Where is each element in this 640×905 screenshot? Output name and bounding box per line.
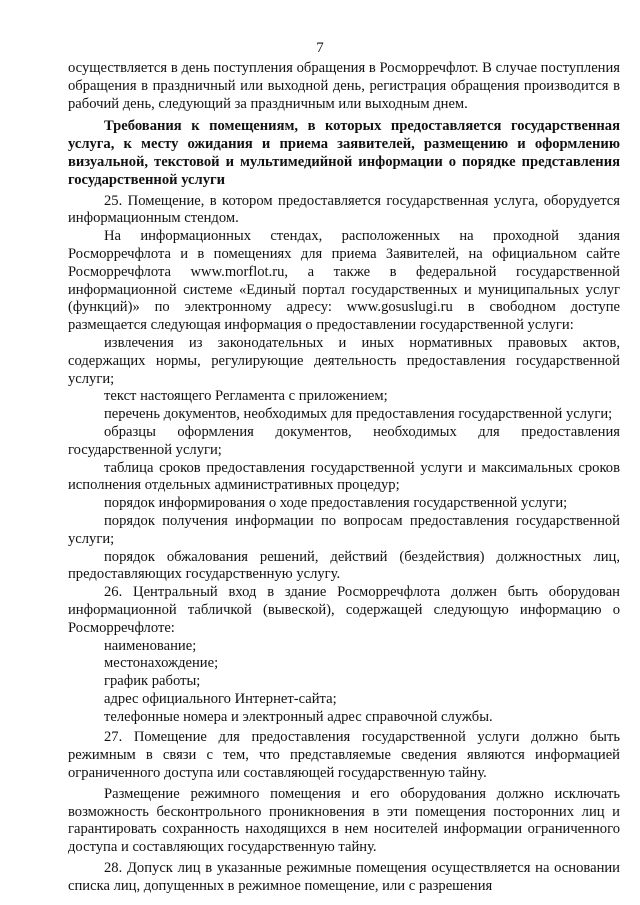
- list-item: порядок информирования о ходе предоставления государственной услуги;: [104, 495, 568, 512]
- list-item: текст настоящего Регламента с приложением;: [104, 388, 388, 405]
- paragraph-continuation: осуществляется в день поступления обращения в Росморречфлот. В случае поступления обращения в праздничный или выходной день, регистрация обращения производится в рабочий день, следующий за праздничным или выходным днем.: [68, 60, 620, 112]
- paragraph-25: 25. Помещение, в котором предоставляется государственная услуга, оборудуется информационным стендом.: [68, 192, 620, 227]
- paragraph-26: 26. Центральный вход в здание Росморречфлота должен быть оборудован информационной табличкой (вывеской), содержащей следующую информацию о Росморречфлоте:: [68, 584, 620, 636]
- list-item: образцы оформления документов, необходимых для предоставления государственной услуги;: [68, 423, 620, 458]
- section-heading: Требования к помещениям, в которых предоставляется государственная услуга, к месту ожидания и приема заявителей, размещению и оформлению визуальной, текстовой и мультимедийной информации о порядке представления государственной услуги: [68, 118, 620, 188]
- list-item: порядок получения информации по вопросам предоставления государственной услуги;: [68, 512, 620, 547]
- paragraph-regime-premises: Размещение режимного помещения и его оборудования должно исключать возможность бесконтрольного проникновения в эти помещения посторонних лиц и гарантировать сохранность находящихся в нем носителей информации ограниченного доступа и составляющих государственную тайну.: [68, 785, 620, 856]
- list-item: порядок обжалования решений, действий (бездействия) должностных лиц, предоставляющих государственную услугу.: [68, 548, 620, 583]
- list-item: перечень документов, необходимых для предоставления государственной услуги;: [104, 406, 613, 423]
- list-item: таблица сроков предоставления государственной услуги и максимальных сроков исполнения отдельных административных процедур;: [68, 459, 620, 494]
- list-item: наименование;: [104, 637, 197, 654]
- paragraph-info-stands: На информационных стендах, расположенных на проходной здания Росморречфлота и в помещениях для приема Заявителей, на официальном сайте Росморречфлота www.morflot.ru, а также в федеральной государственной информационной системе «Единый портал государственных и муниципальных услуг (функций)» по электронному адресу: www.gosuslugi.ru в свободном доступе размещается следующая информация о предоставлении государственной услуги:: [68, 228, 620, 334]
- page-number: 7: [316, 40, 324, 56]
- list-item: местонахождение;: [104, 655, 219, 672]
- list-item: извлечения из законодательных и иных нормативных правовых актов, содержащих нормы, регулирующие деятельность предоставления государственной услуги;: [68, 334, 620, 387]
- paragraph-28: 28. Допуск лиц в указанные режимные помещения осуществляется на основании списка лиц, допущенных в режимное помещение, или с разрешения: [68, 860, 620, 894]
- paragraph-27: 27. Помещение для предоставления государственной услуги должно быть режимным в связи с тем, что представляемые сведения являются информацией ограниченного доступа или составляющей государственную тайну.: [68, 729, 620, 782]
- list-item: телефонные номера и электронный адрес справочной службы.: [104, 708, 493, 725]
- list-item: адрес официального Интернет-сайта;: [104, 690, 337, 707]
- list-item: график работы;: [104, 673, 201, 690]
- document-body: [68, 60, 620, 896]
